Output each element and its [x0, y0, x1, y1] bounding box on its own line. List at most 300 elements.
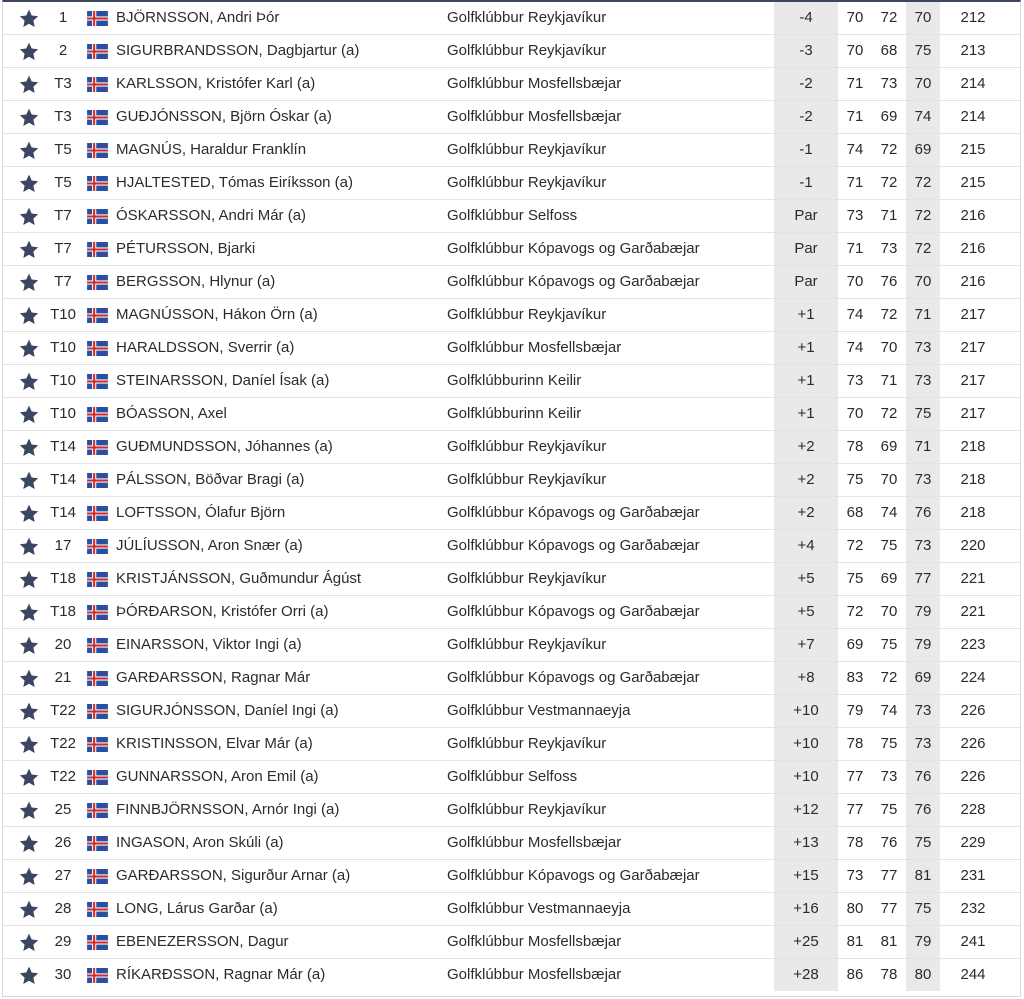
position: 20: [54, 636, 72, 653]
player-name-link[interactable]: HARALDSSON, Sverrir (a): [116, 339, 295, 356]
to-par: +5: [774, 596, 838, 628]
round-2-score: 76: [880, 834, 898, 851]
table-row[interactable]: [3, 464, 1020, 497]
round-2-score: 77: [880, 867, 898, 884]
round-2-score: 75: [880, 636, 898, 653]
to-par: -1: [774, 167, 838, 199]
star-icon[interactable]: [19, 233, 41, 265]
star-icon[interactable]: [19, 530, 41, 562]
star-icon[interactable]: [19, 959, 41, 991]
club-name: Golfklúbbur Kópavogs og Garðabæjar: [447, 603, 700, 620]
round-3-score: 76: [906, 794, 940, 826]
to-par: -4: [774, 2, 838, 34]
round-3-score: 76: [906, 497, 940, 529]
player-name-link[interactable]: LOFTSSON, Ólafur Björn: [116, 504, 286, 521]
iceland-flag-icon: [87, 464, 109, 496]
round-3-score: 81: [906, 860, 940, 892]
total-score: 244: [960, 966, 986, 983]
round-1-score: 73: [846, 207, 864, 224]
to-par: +13: [774, 827, 838, 859]
club-name: Golfklúbbur Reykjavíkur: [447, 471, 607, 488]
position: 25: [54, 801, 72, 818]
to-par: Par: [774, 200, 838, 232]
player-name-link[interactable]: KRISTINSSON, Elvar Már (a): [116, 735, 313, 752]
round-1-score: 71: [846, 75, 864, 92]
star-icon[interactable]: [19, 200, 41, 232]
table-row[interactable]: [3, 299, 1020, 332]
total-score: 226: [960, 768, 986, 785]
round-1-score: 71: [846, 240, 864, 257]
to-par: +16: [774, 893, 838, 925]
club-name: Golfklúbbur Reykjavíkur: [447, 174, 607, 191]
total-score: 218: [960, 504, 986, 521]
round-1-score: 70: [846, 42, 864, 59]
to-par: +1: [774, 299, 838, 331]
round-3-score: 71: [906, 431, 940, 463]
to-par: -3: [774, 35, 838, 67]
iceland-flag-icon: [87, 761, 109, 793]
to-par: -1: [774, 134, 838, 166]
round-2-score: 69: [880, 108, 898, 125]
round-2-score: 72: [880, 141, 898, 158]
star-icon[interactable]: [19, 101, 41, 133]
total-score: 212: [960, 9, 986, 26]
club-name: Golfklúbbur Reykjavíkur: [447, 438, 607, 455]
player-name-link[interactable]: PÁLSSON, Böðvar Bragi (a): [116, 471, 305, 488]
star-icon[interactable]: [19, 563, 41, 595]
iceland-flag-icon: [87, 398, 109, 430]
position: T18: [50, 570, 76, 587]
round-1-score: 86: [846, 966, 864, 983]
iceland-flag-icon: [87, 728, 109, 760]
iceland-flag-icon: [87, 794, 109, 826]
club-name: Golfklúbbur Mosfellsbæjar: [447, 834, 622, 851]
position: 1: [58, 9, 68, 26]
total-score: 224: [960, 669, 986, 686]
total-score: 217: [960, 372, 986, 389]
round-2-score: 71: [880, 372, 898, 389]
total-score: 218: [960, 471, 986, 488]
table-row[interactable]: [3, 266, 1020, 299]
club-name: Golfklúbbur Kópavogs og Garðabæjar: [447, 504, 700, 521]
table-row[interactable]: [3, 200, 1020, 233]
round-1-score: 75: [846, 471, 864, 488]
round-3-score: 73: [906, 464, 940, 496]
position: 2: [58, 42, 68, 59]
player-name-link[interactable]: INGASON, Aron Skúli (a): [116, 834, 284, 851]
to-par: +2: [774, 431, 838, 463]
table-row[interactable]: [3, 497, 1020, 530]
position: T7: [54, 207, 72, 224]
iceland-flag-icon: [87, 332, 109, 364]
iceland-flag-icon: [87, 2, 109, 34]
total-score: 226: [960, 735, 986, 752]
player-name-link[interactable]: GARÐARSSON, Ragnar Már: [116, 669, 311, 686]
player-name-link[interactable]: BÓASSON, Axel: [116, 405, 227, 422]
round-2-score: 73: [880, 240, 898, 257]
table-row[interactable]: [3, 926, 1020, 959]
table-row[interactable]: [3, 134, 1020, 167]
iceland-flag-icon: [87, 134, 109, 166]
iceland-flag-icon: [87, 167, 109, 199]
round-2-score: 72: [880, 405, 898, 422]
table-row[interactable]: [3, 563, 1020, 596]
round-1-score: 70: [846, 9, 864, 26]
club-name: Golfklúbbur Mosfellsbæjar: [447, 933, 622, 950]
player-name-link[interactable]: SIGURBRANDSSON, Dagbjartur (a): [116, 42, 360, 59]
star-icon[interactable]: [19, 167, 41, 199]
round-1-score: 73: [846, 867, 864, 884]
position: T22: [50, 735, 76, 752]
table-row[interactable]: [3, 68, 1020, 101]
position: T22: [50, 768, 76, 785]
table-row[interactable]: [3, 398, 1020, 431]
round-2-score: 72: [880, 9, 898, 26]
iceland-flag-icon: [87, 563, 109, 595]
table-row[interactable]: [3, 728, 1020, 761]
to-par: +25: [774, 926, 838, 958]
iceland-flag-icon: [87, 101, 109, 133]
iceland-flag-icon: [87, 299, 109, 331]
to-par: +12: [774, 794, 838, 826]
iceland-flag-icon: [87, 662, 109, 694]
star-icon[interactable]: [19, 497, 41, 529]
round-2-score: 68: [880, 42, 898, 59]
round-1-score: 78: [846, 438, 864, 455]
club-name: Golfklúbbur Reykjavíkur: [447, 801, 607, 818]
round-2-score: 81: [880, 933, 898, 950]
star-icon[interactable]: [19, 35, 41, 67]
player-name-link[interactable]: KARLSSON, Kristófer Karl (a): [116, 75, 316, 92]
position: T18: [50, 603, 76, 620]
star-icon[interactable]: [19, 662, 41, 694]
round-2-score: 69: [880, 570, 898, 587]
to-par: -2: [774, 101, 838, 133]
table-row[interactable]: [3, 167, 1020, 200]
round-2-score: 76: [880, 273, 898, 290]
total-score: 221: [960, 603, 986, 620]
position: T7: [54, 240, 72, 257]
club-name: Golfklúbbur Reykjavíkur: [447, 9, 607, 26]
iceland-flag-icon: [87, 35, 109, 67]
position: T10: [50, 306, 76, 323]
total-score: 214: [960, 108, 986, 125]
iceland-flag-icon: [87, 266, 109, 298]
round-2-score: 74: [880, 702, 898, 719]
star-icon[interactable]: [19, 860, 41, 892]
round-2-score: 75: [880, 735, 898, 752]
star-icon[interactable]: [19, 299, 41, 331]
position: T10: [50, 405, 76, 422]
star-icon[interactable]: [19, 2, 41, 34]
round-2-score: 77: [880, 900, 898, 917]
position: 28: [54, 900, 72, 917]
round-1-score: 83: [846, 669, 864, 686]
round-2-score: 75: [880, 537, 898, 554]
iceland-flag-icon: [87, 893, 109, 925]
table-row[interactable]: [3, 827, 1020, 860]
player-name-link[interactable]: RÍKARÐSSON, Ragnar Már (a): [116, 966, 326, 983]
table-row[interactable]: [3, 662, 1020, 695]
club-name: Golfklúbbur Kópavogs og Garðabæjar: [447, 273, 700, 290]
round-1-score: 81: [846, 933, 864, 950]
star-icon[interactable]: [19, 332, 41, 364]
player-name-link[interactable]: STEINARSSON, Daníel Ísak (a): [116, 372, 330, 389]
position: T3: [54, 75, 72, 92]
round-1-score: 75: [846, 570, 864, 587]
club-name: Golfklúbbur Reykjavíkur: [447, 42, 607, 59]
to-par: +10: [774, 761, 838, 793]
total-score: 217: [960, 339, 986, 356]
player-name-link[interactable]: BJÖRNSSON, Andri Þór: [116, 9, 280, 26]
round-3-score: 73: [906, 728, 940, 760]
round-1-score: 78: [846, 834, 864, 851]
star-icon[interactable]: [19, 596, 41, 628]
round-3-score: 80: [906, 959, 940, 991]
club-name: Golfklúbbur Vestmannaeyja: [447, 702, 631, 719]
round-3-score: 77: [906, 563, 940, 595]
table-row[interactable]: [3, 332, 1020, 365]
round-1-score: 78: [846, 735, 864, 752]
player-name-link[interactable]: HJALTESTED, Tómas Eiríksson (a): [116, 174, 353, 191]
iceland-flag-icon: [87, 365, 109, 397]
player-name-link[interactable]: BERGSSON, Hlynur (a): [116, 273, 276, 290]
table-row[interactable]: [3, 596, 1020, 629]
round-2-score: 73: [880, 768, 898, 785]
position: 27: [54, 867, 72, 884]
iceland-flag-icon: [87, 68, 109, 100]
total-score: 231: [960, 867, 986, 884]
round-1-score: 74: [846, 306, 864, 323]
round-2-score: 72: [880, 669, 898, 686]
player-name-link[interactable]: MAGNÚSSON, Hákon Örn (a): [116, 306, 318, 323]
to-par: +10: [774, 695, 838, 727]
table-row[interactable]: [3, 530, 1020, 563]
star-icon[interactable]: [19, 68, 41, 100]
player-name-link[interactable]: GUÐMUNDSSON, Jóhannes (a): [116, 438, 333, 455]
player-name-link[interactable]: EBENEZERSSON, Dagur: [116, 933, 289, 950]
round-3-score: 70: [906, 266, 940, 298]
player-name-link[interactable]: JÚLÍUSSON, Aron Snær (a): [116, 537, 303, 554]
star-icon[interactable]: [19, 266, 41, 298]
round-1-score: 77: [846, 801, 864, 818]
total-score: 217: [960, 405, 986, 422]
table-row[interactable]: [3, 35, 1020, 68]
club-name: Golfklúbbur Selfoss: [447, 207, 578, 224]
position: 29: [54, 933, 72, 950]
player-name-link[interactable]: LONG, Lárus Garðar (a): [116, 900, 278, 917]
round-1-score: 72: [846, 603, 864, 620]
star-icon[interactable]: [19, 134, 41, 166]
to-par: +1: [774, 398, 838, 430]
to-par: +2: [774, 497, 838, 529]
total-score: 226: [960, 702, 986, 719]
club-name: Golfklúbburinn Keilir: [447, 405, 582, 422]
player-name-link[interactable]: MAGNÚS, Haraldur Franklín: [116, 141, 307, 158]
to-par: +7: [774, 629, 838, 661]
club-name: Golfklúbbur Reykjavíkur: [447, 636, 607, 653]
star-icon[interactable]: [19, 629, 41, 661]
round-2-score: 73: [880, 75, 898, 92]
total-score: 228: [960, 801, 986, 818]
round-3-score: 72: [906, 200, 940, 232]
table-row[interactable]: [3, 629, 1020, 662]
club-name: Golfklúbbur Selfoss: [447, 768, 578, 785]
club-name: Golfklúbbur Mosfellsbæjar: [447, 339, 622, 356]
player-name-link[interactable]: GARÐARSSON, Sigurður Arnar (a): [116, 867, 351, 884]
round-3-score: 72: [906, 167, 940, 199]
round-1-score: 70: [846, 405, 864, 422]
position: T14: [50, 504, 76, 521]
round-1-score: 70: [846, 273, 864, 290]
position: 30: [54, 966, 72, 983]
round-2-score: 70: [880, 471, 898, 488]
to-par: +15: [774, 860, 838, 892]
total-score: 218: [960, 438, 986, 455]
position: T14: [50, 471, 76, 488]
star-icon[interactable]: [19, 464, 41, 496]
iceland-flag-icon: [87, 629, 109, 661]
iceland-flag-icon: [87, 431, 109, 463]
iceland-flag-icon: [87, 695, 109, 727]
club-name: Golfklúbbur Mosfellsbæjar: [447, 75, 622, 92]
total-score: 221: [960, 570, 986, 587]
table-row[interactable]: [3, 860, 1020, 893]
to-par: +5: [774, 563, 838, 595]
player-name-link[interactable]: GUNNARSSON, Aron Emil (a): [116, 768, 319, 785]
star-icon[interactable]: [19, 431, 41, 463]
position: 17: [54, 537, 72, 554]
table-row[interactable]: [3, 233, 1020, 266]
round-2-score: 71: [880, 207, 898, 224]
total-score: 216: [960, 240, 986, 257]
player-name-link[interactable]: ÞÓRÐARSON, Kristófer Orri (a): [116, 603, 329, 620]
star-icon[interactable]: [19, 827, 41, 859]
round-1-score: 77: [846, 768, 864, 785]
star-icon[interactable]: [19, 794, 41, 826]
round-3-score: 73: [906, 332, 940, 364]
position: T22: [50, 702, 76, 719]
total-score: 223: [960, 636, 986, 653]
club-name: Golfklúbbur Reykjavíkur: [447, 735, 607, 752]
position: T5: [54, 141, 72, 158]
position: 26: [54, 834, 72, 851]
star-icon[interactable]: [19, 728, 41, 760]
table-row[interactable]: [3, 695, 1020, 728]
position: 21: [54, 669, 72, 686]
star-icon[interactable]: [19, 761, 41, 793]
player-name-link[interactable]: GUÐJÓNSSON, Björn Óskar (a): [116, 108, 332, 125]
club-name: Golfklúbbur Mosfellsbæjar: [447, 108, 622, 125]
round-3-score: 79: [906, 629, 940, 661]
round-3-score: 74: [906, 101, 940, 133]
round-1-score: 74: [846, 339, 864, 356]
to-par: +1: [774, 332, 838, 364]
iceland-flag-icon: [87, 530, 109, 562]
round-2-score: 70: [880, 339, 898, 356]
star-icon[interactable]: [19, 893, 41, 925]
round-1-score: 79: [846, 702, 864, 719]
round-3-score: 79: [906, 926, 940, 958]
round-1-score: 71: [846, 174, 864, 191]
total-score: 214: [960, 75, 986, 92]
position: T3: [54, 108, 72, 125]
star-icon[interactable]: [19, 398, 41, 430]
table-row[interactable]: [3, 959, 1020, 992]
table-row[interactable]: [3, 761, 1020, 794]
round-2-score: 78: [880, 966, 898, 983]
iceland-flag-icon: [87, 959, 109, 991]
to-par: +28: [774, 959, 838, 991]
round-2-score: 72: [880, 306, 898, 323]
round-1-score: 80: [846, 900, 864, 917]
round-3-score: 75: [906, 827, 940, 859]
round-2-score: 70: [880, 603, 898, 620]
club-name: Golfklúbbur Reykjavíkur: [447, 141, 607, 158]
player-name-link[interactable]: ÓSKARSSON, Andri Már (a): [116, 207, 307, 224]
round-3-score: 71: [906, 299, 940, 331]
table-row[interactable]: [3, 101, 1020, 134]
total-score: 220: [960, 537, 986, 554]
club-name: Golfklúbbur Reykjavíkur: [447, 306, 607, 323]
to-par: +2: [774, 464, 838, 496]
position: T5: [54, 174, 72, 191]
total-score: 229: [960, 834, 986, 851]
player-name-link[interactable]: KRISTJÁNSSON, Guðmundur Ágúst: [116, 570, 362, 587]
player-name-link[interactable]: SIGURJÓNSSON, Daníel Ingi (a): [116, 702, 339, 719]
to-par: Par: [774, 233, 838, 265]
table-row[interactable]: [3, 893, 1020, 926]
round-3-score: 75: [906, 893, 940, 925]
round-3-score: 69: [906, 662, 940, 694]
round-3-score: 70: [906, 2, 940, 34]
player-name-link[interactable]: PÉTURSSON, Bjarki: [116, 240, 256, 257]
iceland-flag-icon: [87, 497, 109, 529]
round-1-score: 73: [846, 372, 864, 389]
table-row[interactable]: [3, 365, 1020, 398]
player-name-link[interactable]: EINARSSON, Viktor Ingi (a): [116, 636, 302, 653]
club-name: Golfklúbbur Kópavogs og Garðabæjar: [447, 669, 700, 686]
total-score: 213: [960, 42, 986, 59]
total-score: 215: [960, 174, 986, 191]
club-name: Golfklúbbur Vestmannaeyja: [447, 900, 631, 917]
round-2-score: 74: [880, 504, 898, 521]
club-name: Golfklúbbur Kópavogs og Garðabæjar: [447, 240, 700, 257]
star-icon[interactable]: [19, 926, 41, 958]
club-name: Golfklúbbur Mosfellsbæjar: [447, 966, 622, 983]
leaderboard-table: [2, 0, 1021, 997]
iceland-flag-icon: [87, 926, 109, 958]
star-icon[interactable]: [19, 695, 41, 727]
table-row[interactable]: [3, 431, 1020, 464]
round-3-score: 75: [906, 35, 940, 67]
round-3-score: 73: [906, 530, 940, 562]
player-name-link[interactable]: FINNBJÖRNSSON, Arnór Ingi (a): [116, 801, 340, 818]
club-name: Golfklúbbur Reykjavíkur: [447, 570, 607, 587]
to-par: Par: [774, 266, 838, 298]
club-name: Golfklúbburinn Keilir: [447, 372, 582, 389]
star-icon[interactable]: [19, 365, 41, 397]
table-row[interactable]: [3, 794, 1020, 827]
round-3-score: 79: [906, 596, 940, 628]
round-3-score: 73: [906, 695, 940, 727]
to-par: +1: [774, 365, 838, 397]
round-1-score: 72: [846, 537, 864, 554]
round-2-score: 75: [880, 801, 898, 818]
round-3-score: 72: [906, 233, 940, 265]
total-score: 217: [960, 306, 986, 323]
table-row[interactable]: [3, 2, 1020, 35]
